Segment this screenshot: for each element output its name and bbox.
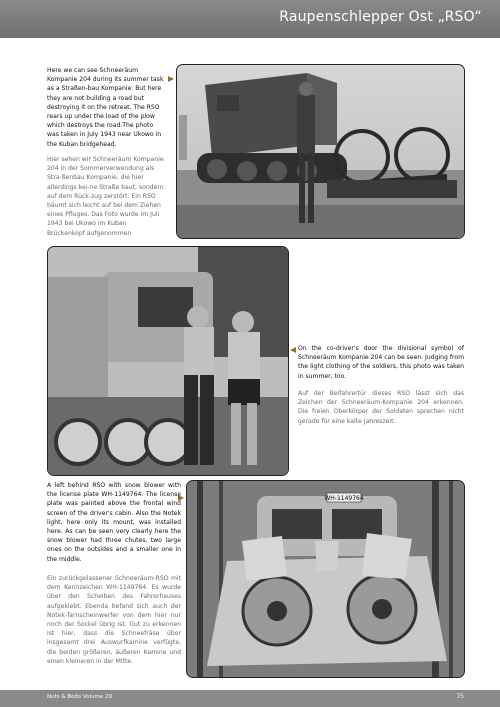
caption-photo2-english: On the co-driver's door the divisional symbol of Schneeräum Kompanie 204 can be seen. Judging from the light clothing of the soldiers, this photo was taken in summer, too. xyxy=(298,345,464,380)
caption-pointer-arrow xyxy=(168,76,174,82)
caption-pointer-arrow xyxy=(290,347,296,353)
caption-photo3-english: A left behind RSO with snow blower with the license plate WH-1149764. The license plate was painted above the frontal wind screen of the driver's cabin. Also the Notek light, here only its mount, was installed here. As can be seen very clearly here the snow blower had three chutes, two large ones on the outsides and a smaller one in the middle. xyxy=(47,482,181,563)
photo-soldiers-by-rso xyxy=(47,246,289,476)
page-title: Raupenschlepper Ost „RSO“ xyxy=(279,9,482,25)
caption-photo2-german: Auf der Beifahrertür dieses RSO lässt sich das Zeichen der Schneeräum-Kompanie 204 erkennen. Die freien Oberkörper der Soldaten sprechen nicht gerade für eine kalte Jahreszeit. xyxy=(298,390,464,425)
photo-rso-with-plow xyxy=(176,64,465,239)
page-footer xyxy=(0,690,500,707)
license-plate: WH-1149764 xyxy=(324,495,364,502)
page-number: 75 xyxy=(456,693,464,700)
caption-photo3-german: Ein zurückgelassener Schneeräum-RSO mit dem Kennzeichen WH-1149764. Es wurde über den Scheiben des Fahrerhauses aufgeklebt. Ebenda befand sich auch der Notek-Tarnscheinwerfer von dem hier nur noch der Sockel übrig ist. Gut zu erkennen ist hier, dass die Schneefräse über insgesamt drei Auswurfkamine verfügte, die beiden größeren, äußeren Kamine und einen kleineren in der Mitte. xyxy=(47,575,181,665)
photo-rso-snow-blower xyxy=(186,480,465,678)
publication-name: Nuts & Bolts Volume 29 xyxy=(47,694,113,700)
caption-photo1-german: Hier sehen wir Schneeräum Kompanie 204 in der Sommerverwendung als Stra-ßenbau Kompanie, die hier allerdings kei-ne Straße baut, sondern auf dem Rück-zug zerstört. Ein RSO bäumt sich leicht auf bei dem Ziehen eines Pfluges. Das Foto wurde im Juli 1943 bei Ukowo im Kuban Brückenkopf aufgenommen xyxy=(47,156,164,237)
page-header xyxy=(0,0,500,38)
caption-photo1-english: Here we can see Schneeräum Kompanie 204 during its summer task as a Straßen-bau Kompanie. But here they are not building a road but destroying it on the retreat. The RSO rears up under the load of the plow which destroys the road.The photo was taken in July 1943 near Ukowo in the Kuban bridgehead. xyxy=(47,67,164,148)
